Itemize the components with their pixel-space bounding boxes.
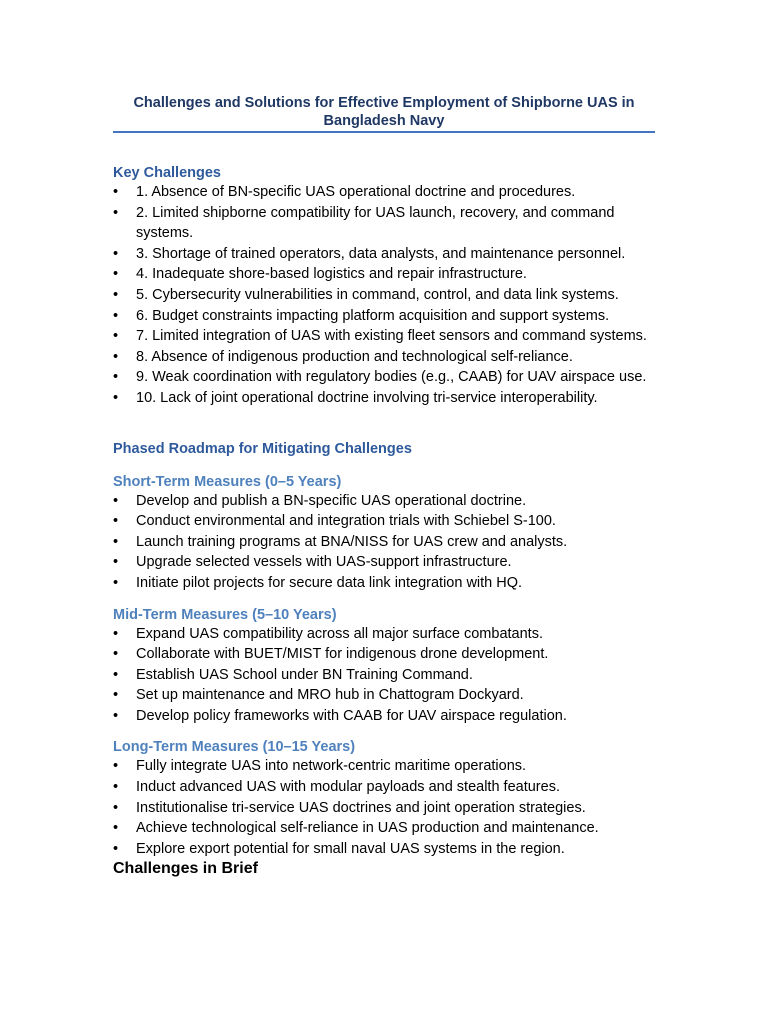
bullet-icon: • xyxy=(113,625,119,642)
list-item-text: Initiate pilot projects for secure data link integration with HQ. xyxy=(136,574,523,591)
list-item xyxy=(113,777,655,798)
list-item-text: Establish UAS School under BN Training Command. xyxy=(136,666,473,683)
list-item-text: 9. Weak coordination with regulatory bodies (e.g., CAAB) for UAV airspace use. xyxy=(136,369,647,386)
roadmap-heading: Phased Roadmap for Mitigating Challenges xyxy=(113,440,412,457)
bullet-icon: • xyxy=(113,799,119,816)
bullet-icon: • xyxy=(113,492,119,509)
list-item xyxy=(113,367,655,388)
bullet-icon: • xyxy=(113,820,119,837)
list-item-text: 8. Absence of indigenous production and technological self-reliance. xyxy=(136,348,573,365)
list-item xyxy=(113,203,655,244)
bullet-icon: • xyxy=(113,707,119,724)
bullet-icon: • xyxy=(113,840,119,857)
list-item xyxy=(113,665,655,686)
list-item xyxy=(113,685,655,706)
bullet-icon: • xyxy=(113,245,119,262)
list-item xyxy=(113,388,655,409)
list-item xyxy=(113,347,655,368)
list-item-text: Upgrade selected vessels with UAS-support infrastructure. xyxy=(136,554,512,571)
list-item-text: Collaborate with BUET/MIST for indigenous drone development. xyxy=(136,646,549,663)
bullet-icon: • xyxy=(113,687,119,704)
list-item-text: Launch training programs at BNA/NISS for UAS crew and analysts. xyxy=(136,533,568,550)
list-item-text: 3. Shortage of trained operators, data analysts, and maintenance personnel. xyxy=(136,245,626,262)
list-item-text: 1. Absence of BN-specific UAS operational doctrine and procedures. xyxy=(136,184,576,200)
list-item xyxy=(113,264,655,285)
bullet-icon: • xyxy=(113,666,119,683)
list-item xyxy=(113,306,655,327)
list-item xyxy=(113,326,655,347)
document-title: Challenges and Solutions for Effective Employment of Shipborne UAS in Bangladesh Navy xyxy=(113,94,655,133)
list-item-text: 5. Cybersecurity vulnerabilities in command, control, and data link systems. xyxy=(136,286,619,303)
key-challenges-heading: Key Challenges xyxy=(113,165,221,181)
short-term-list xyxy=(113,491,655,594)
list-item xyxy=(113,552,655,573)
bullet-icon: • xyxy=(113,646,119,663)
list-item-text: Institutionalise tri-service UAS doctrines and joint operation strategies. xyxy=(136,799,586,816)
list-item-text: 2. Limited shipborne compatibility for UAS launch, recovery, and command systems. xyxy=(136,204,615,242)
list-item-text: Expand UAS compatibility across all major surface combatants. xyxy=(136,625,543,642)
list-item xyxy=(113,573,655,594)
bullet-icon: • xyxy=(113,328,119,345)
list-item xyxy=(113,511,655,532)
list-item-text: Explore export potential for small naval UAS systems in the region. xyxy=(136,840,565,857)
short-term-heading: Short-Term Measures (0–5 Years) xyxy=(113,473,342,490)
list-item xyxy=(113,644,655,665)
bullet-icon: • xyxy=(113,204,119,221)
list-item-text: Induct advanced UAS with modular payloads and stealth features. xyxy=(136,779,560,796)
bullet-icon: • xyxy=(113,184,119,200)
bullet-icon: • xyxy=(113,369,119,386)
list-item-text: 10. Lack of joint operational doctrine involving tri-service interoperability. xyxy=(136,389,598,406)
bullet-icon: • xyxy=(113,286,119,303)
list-item xyxy=(113,756,655,777)
key-challenges-list xyxy=(113,182,655,409)
bullet-icon: • xyxy=(113,554,119,571)
list-item-text: 4. Inadequate shore-based logistics and repair infrastructure. xyxy=(136,266,527,283)
long-term-heading: Long-Term Measures (10–15 Years) xyxy=(113,739,356,756)
bullet-icon: • xyxy=(113,513,119,530)
list-item-text: Conduct environmental and integration trials with Schiebel S-100. xyxy=(136,513,556,530)
list-item-text: 7. Limited integration of UAS with existing fleet sensors and command systems. xyxy=(136,328,647,345)
list-item xyxy=(113,706,655,727)
list-item-text: Develop policy frameworks with CAAB for UAV airspace regulation. xyxy=(136,707,567,724)
bullet-icon: • xyxy=(113,533,119,550)
challenges-in-brief-heading: Challenges in Brief xyxy=(113,860,258,878)
bullet-icon: • xyxy=(113,348,119,365)
list-item-text: Achieve technological self-reliance in UAS production and maintenance. xyxy=(136,820,599,837)
document-page xyxy=(113,94,655,879)
bullet-icon: • xyxy=(113,758,119,775)
list-item xyxy=(113,798,655,819)
list-item xyxy=(113,818,655,839)
list-item xyxy=(113,182,655,203)
mid-term-list xyxy=(113,624,655,727)
mid-term-heading: Mid-Term Measures (5–10 Years) xyxy=(113,606,337,623)
bullet-icon: • xyxy=(113,779,119,796)
bullet-icon: • xyxy=(113,574,119,591)
list-item xyxy=(113,244,655,265)
list-item xyxy=(113,532,655,553)
list-item-text: Fully integrate UAS into network-centric maritime operations. xyxy=(136,758,527,775)
list-item xyxy=(113,491,655,512)
list-item-text: 6. Budget constraints impacting platform acquisition and support systems. xyxy=(136,307,610,324)
long-term-list xyxy=(113,756,655,859)
bullet-icon: • xyxy=(113,307,119,324)
bullet-icon: • xyxy=(113,389,119,406)
list-item xyxy=(113,285,655,306)
list-item-text: Set up maintenance and MRO hub in Chattogram Dockyard. xyxy=(136,687,524,704)
list-item xyxy=(113,839,655,860)
list-item-text: Develop and publish a BN-specific UAS operational doctrine. xyxy=(136,492,527,509)
list-item xyxy=(113,624,655,645)
bullet-icon: • xyxy=(113,266,119,283)
